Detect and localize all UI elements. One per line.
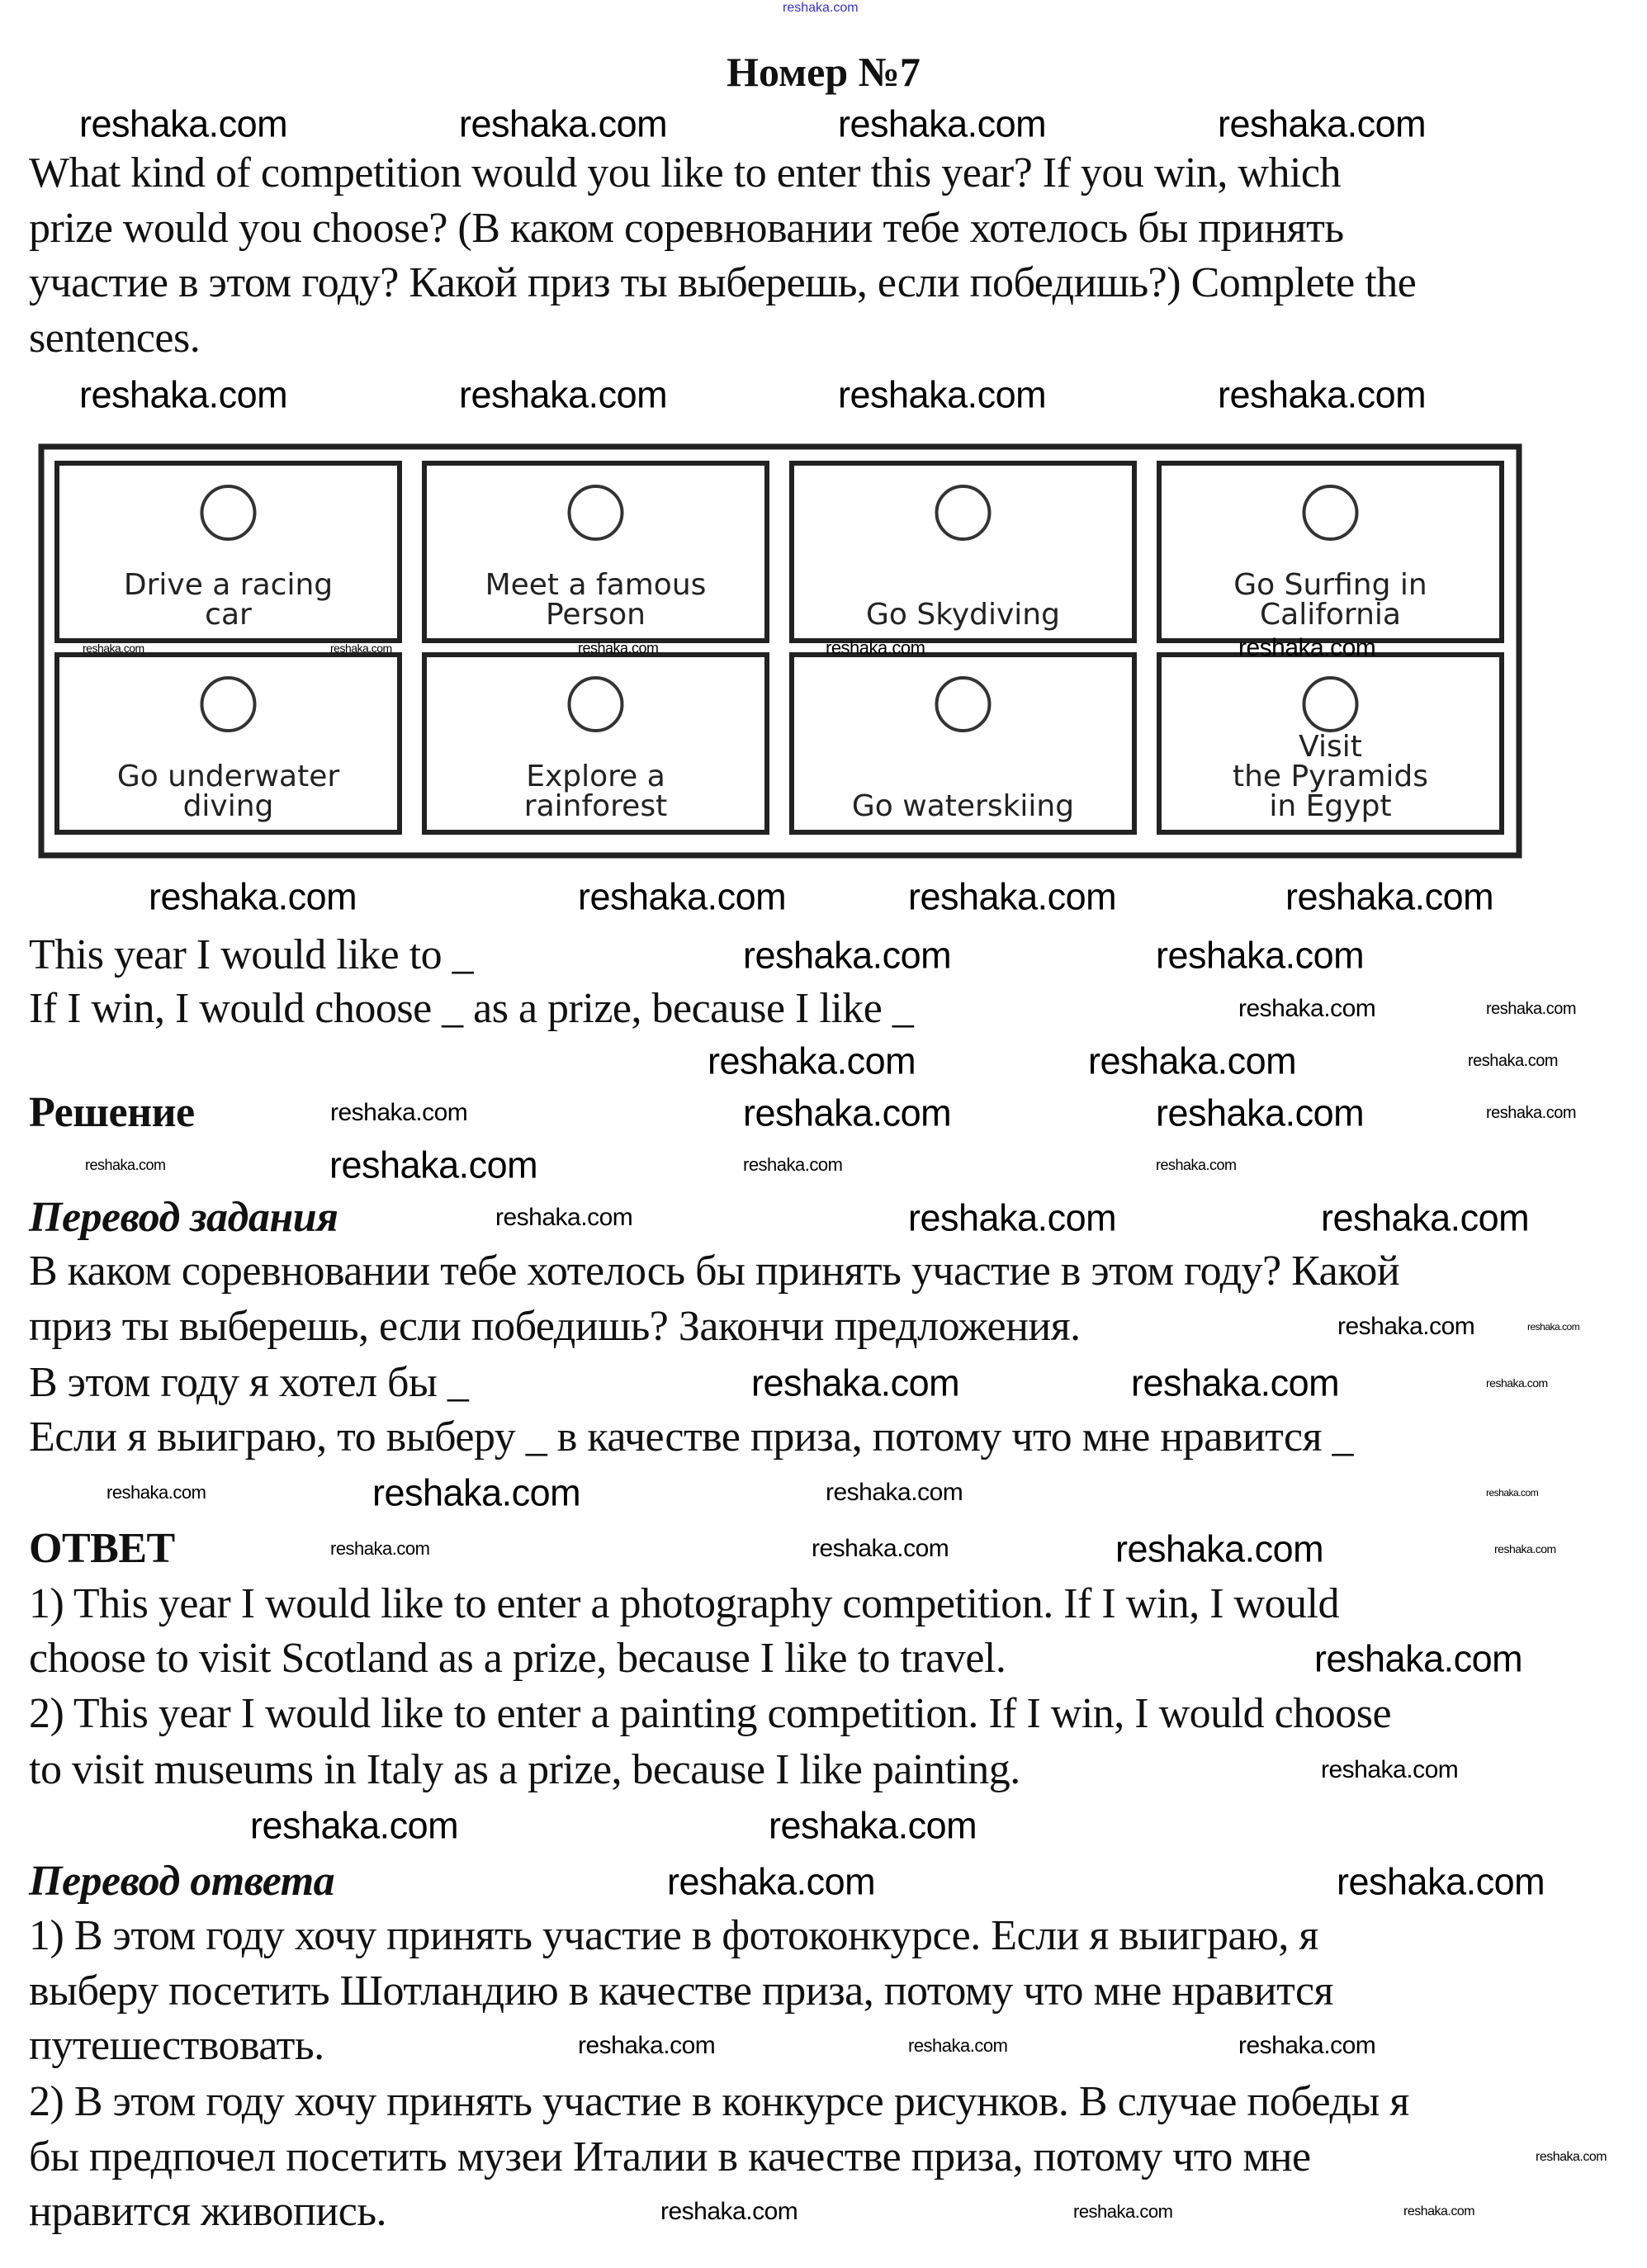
solution-heading: Решение	[29, 1089, 195, 1136]
activity-drawing-icon	[1304, 486, 1357, 539]
watermark: reshaka.com	[769, 1804, 977, 1847]
activity-card	[1159, 463, 1502, 641]
activity-caption: Go Skydiving	[866, 598, 1060, 632]
task-text: sentences.	[29, 315, 201, 362]
translation-text: приз ты выберешь, если победишь? Закончи предложения.	[29, 1303, 1081, 1350]
watermark: reshaka.com	[79, 102, 288, 145]
watermark: reshaka.com	[1337, 1860, 1545, 1903]
watermark: reshaka.com	[1285, 875, 1494, 918]
watermark: reshaka.com	[578, 640, 659, 656]
watermark: reshaka.com	[1321, 1196, 1530, 1239]
watermark: reshaka.com	[330, 642, 392, 655]
activity-drawing-icon	[937, 678, 990, 731]
watermark: reshaka.com	[83, 642, 144, 655]
watermark: reshaka.com	[1238, 995, 1376, 1022]
answer-translation-heading: Перевод ответа	[29, 1858, 335, 1905]
watermark: reshaka.com	[1238, 634, 1376, 661]
answer-text: 2) This year I would like to enter a painting competition. If I win, I would choose	[29, 1690, 1392, 1737]
answer-text: 1) This year I would like to enter a photography competition. If I win, I would	[29, 1580, 1340, 1627]
activity-caption: Meet a famous Person	[485, 568, 707, 632]
watermark: reshaka.com	[85, 1157, 166, 1173]
watermark: reshaka.com	[1486, 1000, 1576, 1018]
watermark: reshaka.com	[838, 102, 1047, 145]
watermark: reshaka.com	[578, 2032, 716, 2059]
watermark: reshaka.com	[79, 373, 288, 416]
watermark: reshaka.com	[751, 1361, 960, 1404]
top-watermark: reshaka.com	[783, 1, 859, 15]
task-text: prize would you choose? (В каком соревновании тебе хотелось бы принять	[29, 205, 1344, 252]
watermark: reshaka.com	[1337, 1313, 1475, 1340]
watermark: reshaka.com	[459, 102, 668, 145]
watermark: reshaka.com	[1314, 1637, 1523, 1680]
watermark: reshaka.com	[838, 373, 1047, 416]
activity-caption: Visit the Pyramids in Egypt	[1232, 730, 1429, 823]
watermark: reshaka.com	[908, 2035, 1008, 2056]
sentence-1: This year I would like to _	[29, 931, 474, 978]
answer-translation-text: нравится живопись.	[29, 2188, 387, 2235]
watermark: reshaka.com	[826, 1479, 963, 1506]
activity-card	[424, 463, 767, 641]
watermark: reshaka.com	[459, 373, 668, 416]
page-title: Номер №7	[726, 49, 921, 95]
watermark: reshaka.com	[372, 1471, 581, 1514]
activity-card	[57, 655, 400, 832]
watermark: reshaka.com	[708, 1039, 916, 1082]
watermark: reshaka.com	[908, 875, 1117, 918]
activity-caption: Go underwater diving	[116, 760, 340, 823]
answer-translation-text: бы предпочел посетить музеи Италии в качестве приза, потому что мне	[29, 2133, 1311, 2180]
watermark: reshaka.com	[149, 875, 357, 918]
translation-text: В этом году я хотел бы _	[29, 1359, 469, 1406]
activity-card	[792, 463, 1134, 641]
activity-drawing-icon	[1304, 678, 1357, 731]
activity-caption: Go Surfing in California	[1233, 568, 1427, 632]
translation-text: В каком соревновании тебе хотелось бы принять участие в этом году? Какой	[29, 1248, 1400, 1295]
watermark: reshaka.com	[578, 875, 787, 918]
activity-drawing-icon	[202, 486, 255, 539]
activity-drawing-icon	[202, 678, 255, 731]
watermark: reshaka.com	[1156, 1091, 1365, 1134]
watermark: reshaka.com	[329, 1143, 538, 1186]
watermark: reshaka.com	[1156, 934, 1365, 977]
watermark: reshaka.com	[660, 2198, 798, 2225]
watermark: reshaka.com	[826, 637, 925, 658]
answer-translation-text: выберу посетить Шотландию в качестве приза, потому что мне нравится	[29, 1967, 1333, 2015]
answer-text: to visit museums in Italy as a prize, because I like painting.	[29, 1746, 1020, 1793]
activity-card	[1159, 655, 1502, 832]
watermark: reshaka.com	[1527, 1321, 1580, 1333]
answer-translation-text: путешествовать.	[29, 2022, 324, 2069]
activity-drawing-icon	[570, 678, 622, 731]
watermark: reshaka.com	[1486, 1104, 1576, 1122]
watermark: reshaka.com	[1321, 1756, 1459, 1783]
watermark: reshaka.com	[1403, 2204, 1475, 2218]
watermark: reshaka.com	[1486, 1376, 1548, 1390]
activity-drawing-icon	[937, 486, 990, 539]
watermark: reshaka.com	[330, 1099, 468, 1126]
watermark: reshaka.com	[495, 1204, 633, 1231]
watermark: reshaka.com	[250, 1804, 459, 1847]
answer-heading: ОТВЕТ	[29, 1525, 175, 1572]
watermark: reshaka.com	[1468, 1052, 1558, 1070]
watermark: reshaka.com	[743, 1154, 843, 1175]
watermark: reshaka.com	[667, 1860, 876, 1903]
watermark: reshaka.com	[1486, 1487, 1539, 1499]
watermark: reshaka.com	[1115, 1527, 1324, 1570]
watermark: reshaka.com	[1156, 1157, 1237, 1173]
sentence-2: If I win, I would choose _ as a prize, because I like _	[29, 985, 914, 1032]
watermark: reshaka.com	[1218, 102, 1427, 145]
watermark: reshaka.com	[743, 1091, 952, 1134]
watermark: reshaka.com	[1536, 2150, 1607, 2164]
answer-translation-text: 2) В этом году хочу принять участие в конкурсе рисунков. В случае победы я	[29, 2078, 1409, 2125]
watermark: reshaka.com	[1238, 2032, 1376, 2059]
activity-card	[792, 655, 1134, 832]
translation-text: Если я выиграю, то выберу _ в качестве приза, потому что мне нравится _	[29, 1413, 1354, 1461]
watermark: reshaka.com	[743, 934, 952, 977]
watermark: reshaka.com	[1494, 1542, 1556, 1555]
answer-text: choose to visit Scotland as a prize, because I like to travel.	[29, 1635, 1006, 1682]
answer-translation-text: 1) В этом году хочу принять участие в фотоконкурсе. Если я выиграю, я	[29, 1912, 1318, 1959]
watermark: reshaka.com	[1088, 1039, 1297, 1082]
watermark: reshaka.com	[330, 1538, 430, 1559]
task-text: участие в этом году? Какой приз ты выберешь, если победишь?) Complete the	[29, 259, 1417, 306]
activity-caption: Drive a racing car	[123, 568, 334, 632]
watermark: reshaka.com	[106, 1482, 206, 1503]
watermark: reshaka.com	[812, 1535, 949, 1562]
activity-caption: Explore a rainforest	[523, 760, 668, 823]
activity-card	[424, 655, 767, 832]
watermark: reshaka.com	[1218, 373, 1427, 416]
watermark: reshaka.com	[1073, 2201, 1173, 2222]
activity-caption: Go waterskiing	[851, 789, 1075, 823]
activity-card	[57, 463, 400, 641]
task-text: What kind of competition would you like to enter this year? If you win, which	[29, 149, 1342, 196]
watermark: reshaka.com	[908, 1196, 1117, 1239]
activity-drawing-icon	[570, 486, 622, 539]
translation-heading: Перевод задания	[29, 1194, 338, 1241]
watermark: reshaka.com	[1131, 1361, 1340, 1404]
